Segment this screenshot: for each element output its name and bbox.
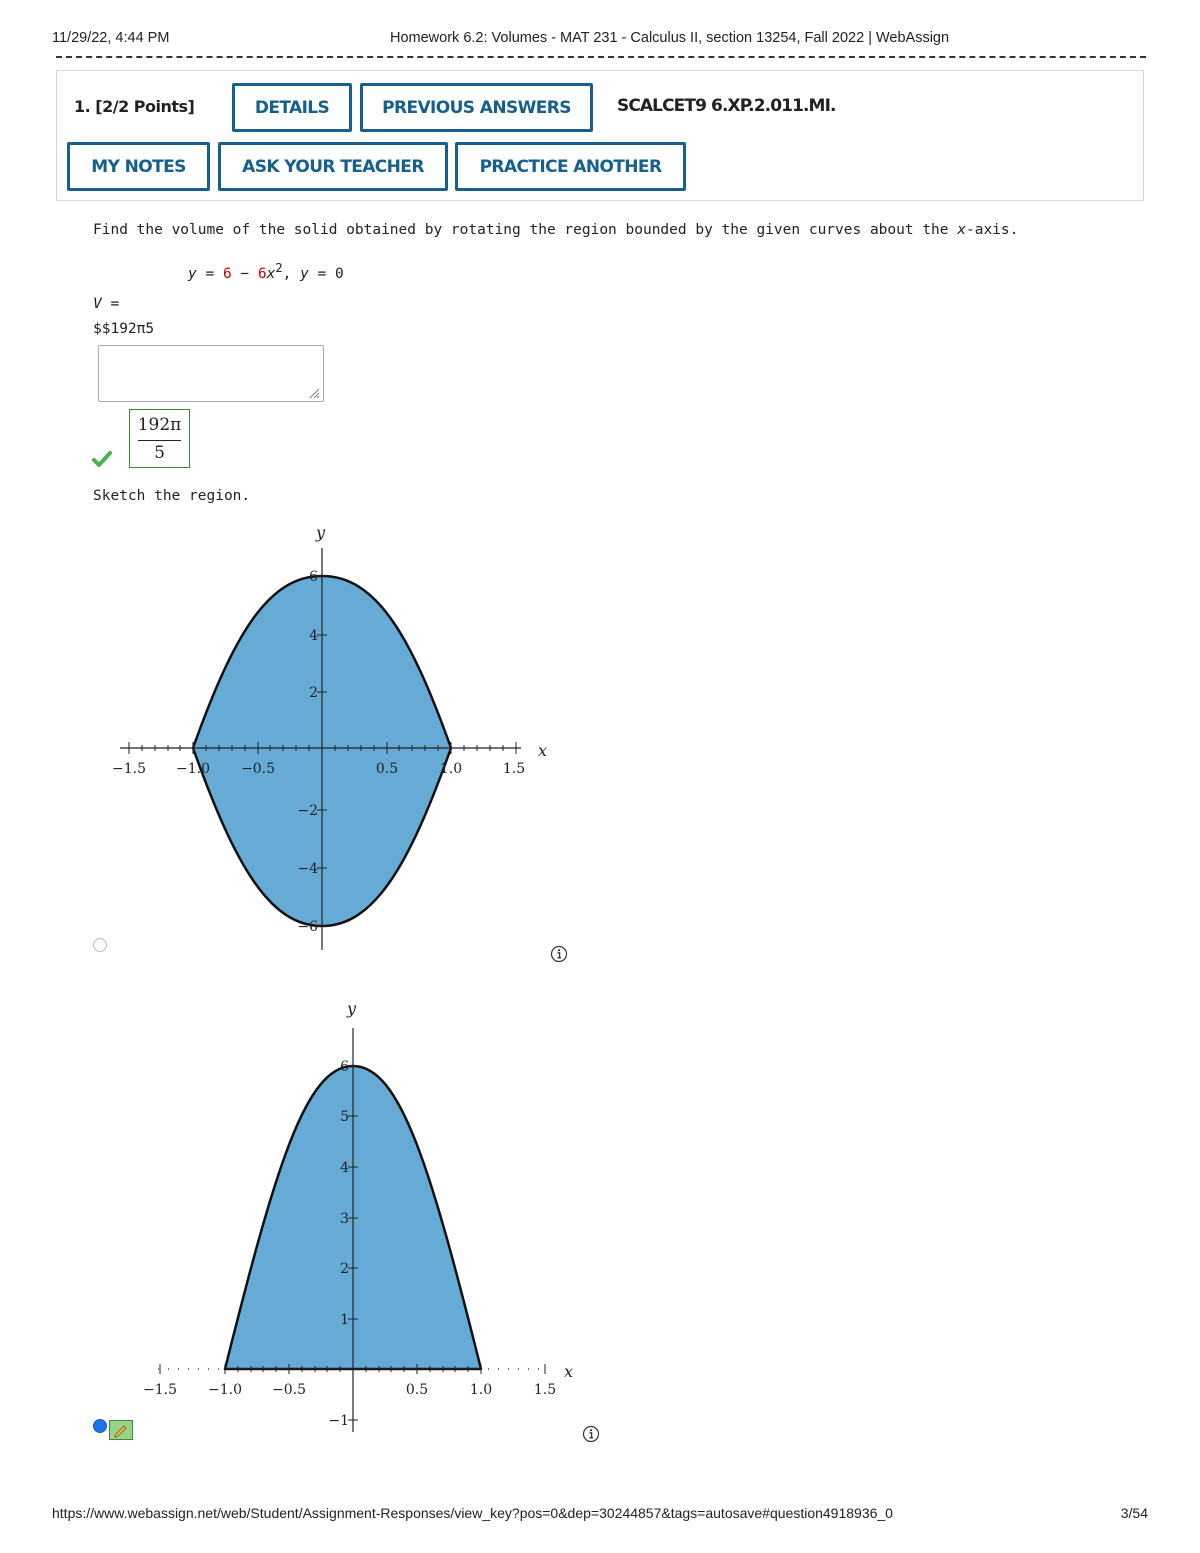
info-icon[interactable] <box>582 1425 600 1443</box>
print-page-title: Homework 6.2: Volumes - MAT 231 - Calculus II, section 13254, Fall 2022 | WebAssign <box>390 30 950 46</box>
eq-equals: = <box>196 265 223 282</box>
ask-your-teacher-button[interactable]: ASK YOUR TEACHER <box>218 142 448 191</box>
answer-preview-fraction <box>129 409 190 468</box>
question-code: SCALCET9 6.XP.2.011.MI. <box>617 96 836 116</box>
pencil-icon <box>109 1420 133 1440</box>
option-1-radio[interactable] <box>93 938 107 952</box>
option-2-radio[interactable] <box>93 1419 107 1433</box>
y-tick-label: 5 <box>340 1109 349 1125</box>
question-number-label: 1. <box>74 97 91 116</box>
x-tick-label: 1.0 <box>439 761 463 777</box>
fraction-numerator: 192π <box>137 415 182 435</box>
curve-equation <box>188 261 344 282</box>
details-button[interactable]: DETAILS <box>232 83 352 132</box>
y-tick-label: 1 <box>340 1312 349 1328</box>
info-icon[interactable] <box>550 945 568 963</box>
y-tick-label: −2 <box>297 803 318 819</box>
y-tick-label: 2 <box>309 685 318 701</box>
eq-exponent: 2 <box>275 261 283 275</box>
y-tick-label: −1 <box>328 1413 349 1429</box>
y-tick-label: 6 <box>309 569 318 585</box>
pencil-glyph-icon <box>110 1421 132 1439</box>
x-tick-label: −0.5 <box>241 761 275 777</box>
resize-grip-icon[interactable] <box>307 387 321 399</box>
print-datetime: 11/29/22, 4:44 PM <box>52 30 170 46</box>
prompt-text-after: -axis. <box>965 222 1019 238</box>
x-tick-label: 0.5 <box>405 1382 429 1398</box>
volume-variable: V <box>93 296 102 312</box>
y-tick-label: −6 <box>297 919 318 935</box>
answer-input[interactable] <box>98 345 324 402</box>
sketch-prompt: Sketch the region. <box>93 488 251 504</box>
x-axis-label: x <box>538 741 548 760</box>
x-tick-label: 1.5 <box>502 761 526 777</box>
question-prompt <box>93 222 1018 238</box>
practice-another-button[interactable]: PRACTICE ANOTHER <box>455 142 686 191</box>
fraction-bar <box>138 440 181 441</box>
print-page-number: 3/54 <box>1120 1505 1148 1521</box>
graph-option-1[interactable] <box>100 515 560 960</box>
x-tick-label: −1.0 <box>176 761 210 777</box>
eq-minus: − <box>231 265 258 282</box>
prompt-text-before: Find the volume of the solid obtained by rotating the region bounded by the given curves about the <box>93 222 958 238</box>
eq-x: x <box>266 265 276 282</box>
my-notes-button[interactable]: MY NOTES <box>67 142 210 191</box>
y-tick-label: −4 <box>297 861 318 877</box>
question-number <box>74 97 194 116</box>
y-tick-label: 3 <box>340 1211 349 1227</box>
y-tick-label: 4 <box>309 628 318 644</box>
x-tick-label: 1.0 <box>469 1382 493 1398</box>
answer-raw-text: $$192π5 <box>93 321 155 337</box>
eq-y2: y <box>300 265 309 282</box>
y-tick-label: 2 <box>340 1261 349 1277</box>
x-tick-label: −1.5 <box>112 761 146 777</box>
x-tick-label: 1.5 <box>533 1382 557 1398</box>
print-url: https://www.webassign.net/web/Student/Assignment-Responses/view_key?pos=0&dep=30244857&tags=autosave#question4918936_0 <box>52 1505 893 1521</box>
x-tick-label: −0.5 <box>272 1382 306 1398</box>
eq-rhs2: = 0 <box>308 265 344 282</box>
prompt-axis-variable: x <box>957 222 966 238</box>
question-points: [2/2 Points] <box>95 97 195 116</box>
graph-option-2[interactable] <box>130 995 590 1440</box>
eq-y: y <box>188 265 197 282</box>
volume-equals: = <box>101 296 120 312</box>
y-tick-label: 4 <box>340 1160 349 1176</box>
eq-constant: 6 <box>222 265 232 282</box>
previous-answers-button[interactable]: PREVIOUS ANSWERS <box>360 83 593 132</box>
dashed-divider <box>56 56 1146 58</box>
y-axis-label: y <box>316 523 326 542</box>
y-tick-label: 6 <box>340 1059 349 1075</box>
volume-label <box>93 296 119 312</box>
x-tick-label: −1.5 <box>143 1382 177 1398</box>
x-axis-label: x <box>564 1362 574 1381</box>
x-tick-label: −1.0 <box>208 1382 242 1398</box>
correct-check-icon <box>92 450 112 468</box>
eq-separator: , <box>282 265 301 282</box>
x-tick-label: 0.5 <box>375 761 399 777</box>
y-axis-label: y <box>347 999 357 1018</box>
eq-coefficient: 6 <box>257 265 267 282</box>
fraction-denominator: 5 <box>154 443 165 463</box>
